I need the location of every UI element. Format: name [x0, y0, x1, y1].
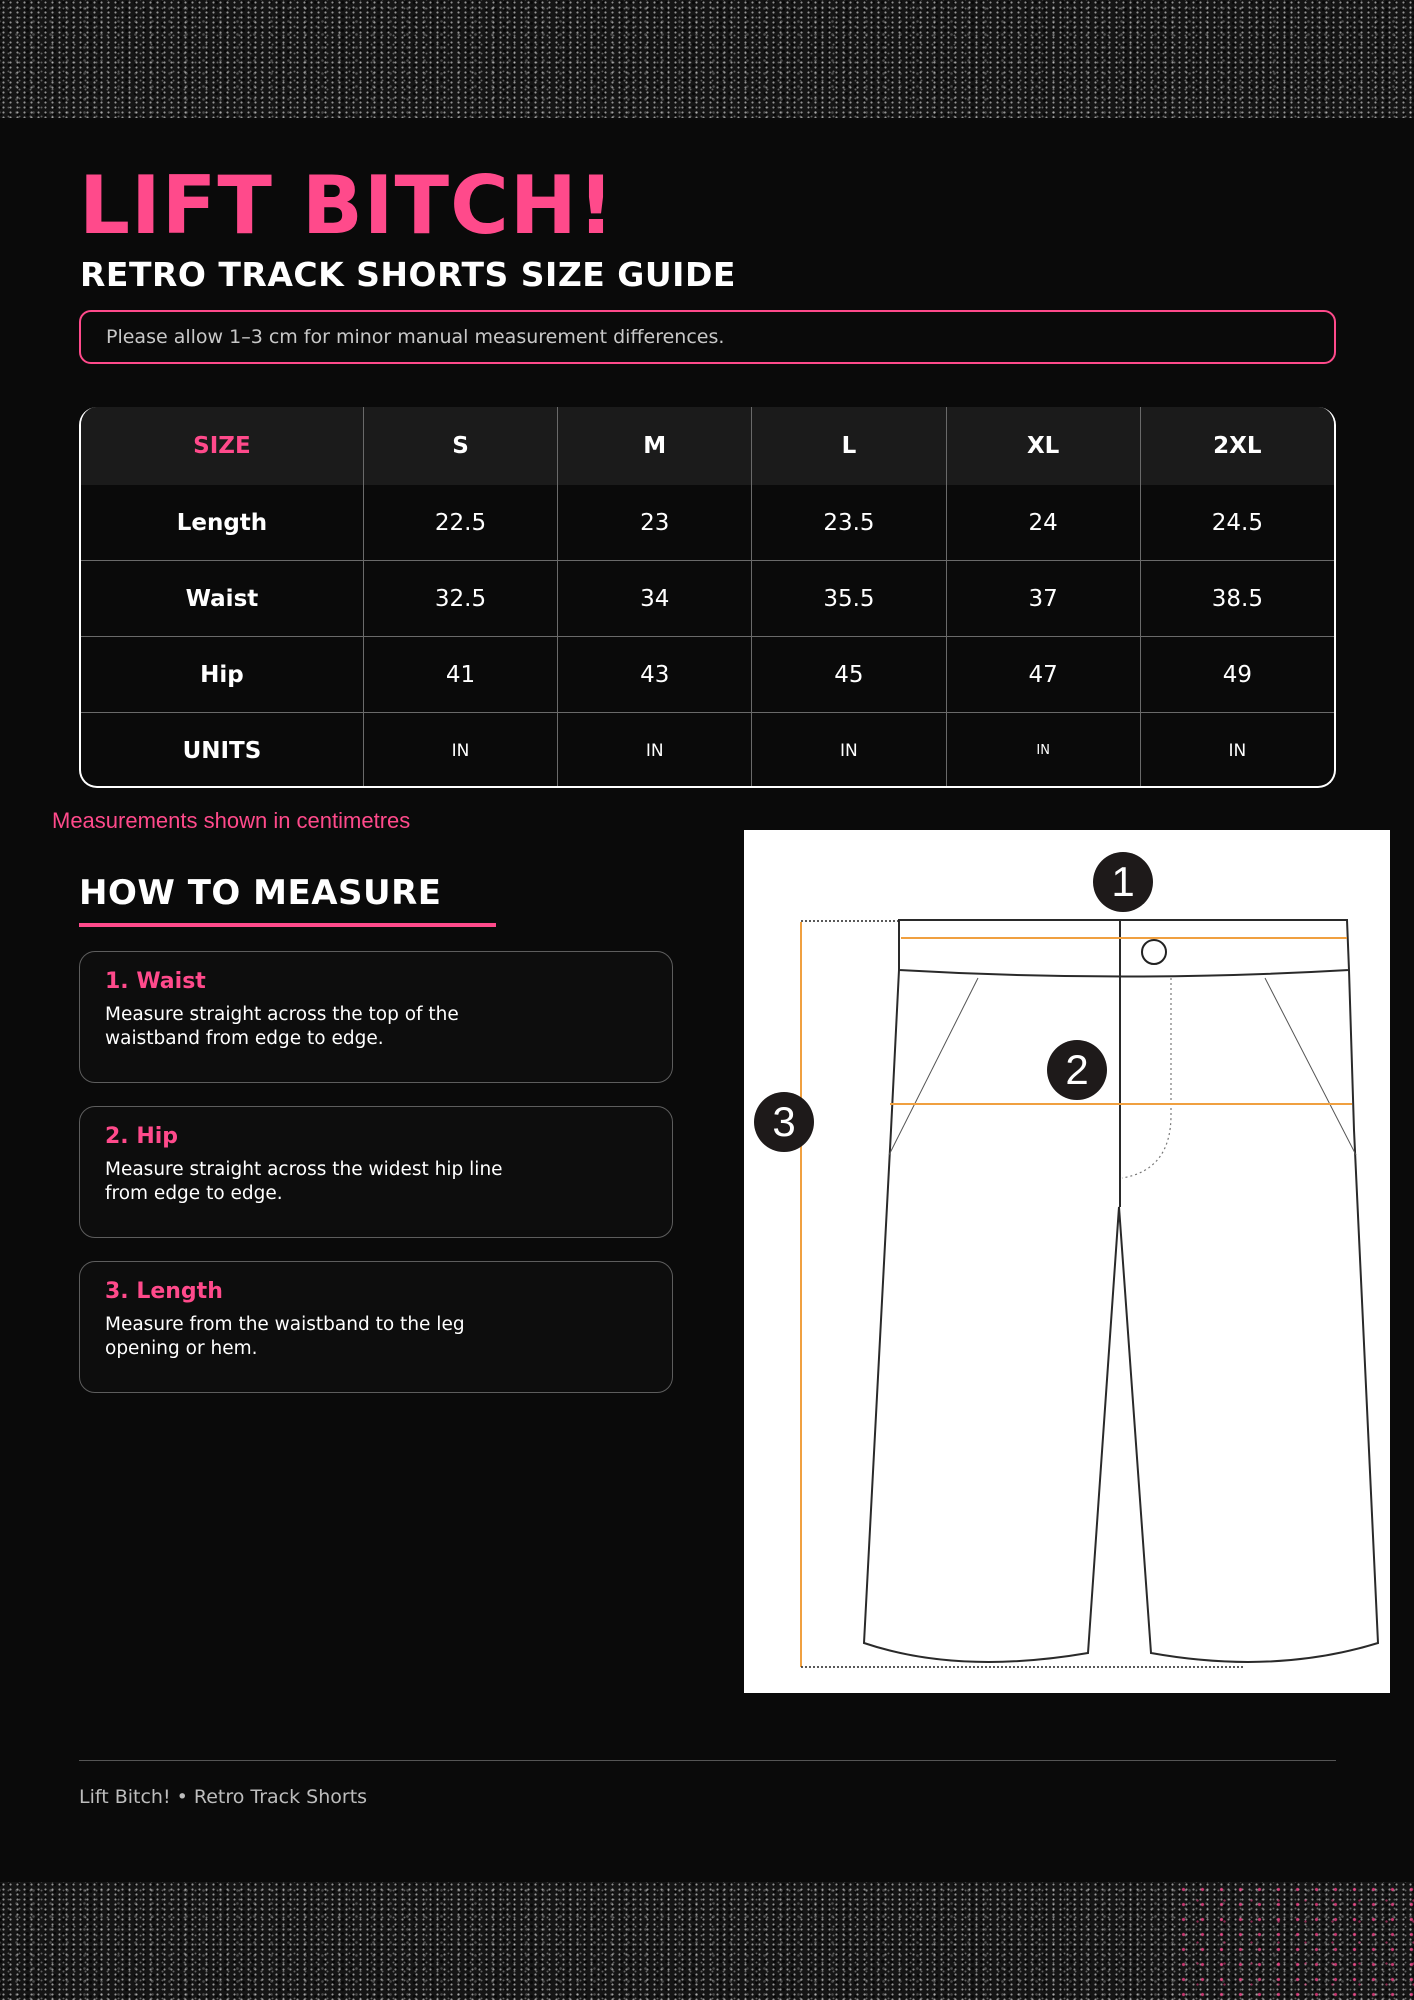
unit-cell: IN [558, 713, 752, 788]
table-cell: 23.5 [752, 485, 946, 560]
left-pocket-line [889, 978, 978, 1155]
table-row-units [81, 713, 1334, 788]
header-cell: S [364, 407, 558, 485]
table-cell: 34 [558, 561, 752, 636]
bottom-texture-band [0, 1882, 1414, 2000]
table-cell: 38.5 [1211, 585, 1263, 612]
step-title: 3. Length [105, 1279, 223, 1304]
unit-cell: IN [752, 713, 946, 788]
measurement-units-note: Measurements shown in centimetres [52, 808, 411, 833]
measurement-lines [801, 922, 1352, 1667]
unit-cell: IN [947, 713, 1141, 788]
unit-cell: IN [1228, 740, 1247, 761]
marker-3-label: 3 [772, 1098, 796, 1145]
header-cell: XL [947, 407, 1141, 485]
table-row-waist [81, 561, 1334, 637]
size-chart-table [79, 407, 1336, 788]
table-cell: 49 [1222, 661, 1252, 688]
row-label: Hip [81, 637, 364, 712]
row-label: Waist [81, 561, 364, 636]
button-icon [1142, 940, 1166, 964]
header-cell: L [752, 407, 946, 485]
row-label: Length [81, 485, 364, 560]
step-text: Measure from the waistband to the leg opening or hem. [105, 1314, 465, 1359]
table-cell: 24 [947, 485, 1141, 560]
marker-2-label: 2 [1065, 1046, 1089, 1093]
fly-stitch [1122, 978, 1171, 1178]
row-label: UNITS [81, 713, 364, 788]
unit-cell: IN [364, 713, 558, 788]
page-subtitle: RETRO TRACK SHORTS SIZE GUIDE [80, 255, 736, 294]
header-cell: M [558, 407, 752, 485]
table-cell: 37 [947, 561, 1141, 636]
footer-divider [79, 1760, 1336, 1761]
tolerance-notice [79, 310, 1336, 364]
waistband-outline [899, 920, 1349, 977]
step-card-hip [79, 1106, 673, 1238]
table-header-row [81, 407, 1334, 485]
shorts-diagram-svg [744, 830, 1390, 1693]
table-cell: 24.5 [1211, 509, 1263, 536]
table-cell: 32.5 [364, 561, 558, 636]
table-cell: 41 [364, 637, 558, 712]
marker-3-icon [754, 1092, 814, 1152]
marker-1-icon [1093, 852, 1153, 912]
header-cell: SIZE [81, 407, 364, 485]
right-pocket-line [1265, 978, 1356, 1155]
how-to-measure-heading: HOW TO MEASURE [79, 873, 442, 913]
tolerance-notice-text: Please allow 1–3 cm for minor manual measurement differences. [106, 326, 725, 348]
shorts-measurement-diagram [744, 830, 1390, 1693]
footer-caption: Lift Bitch! • Retro Track Shorts [79, 1786, 368, 1808]
table-row-length [81, 485, 1334, 561]
table-cell: 45 [752, 637, 946, 712]
step-text: Measure straight across the top of the waistband from edge to edge. [105, 1004, 459, 1049]
step-card-length [79, 1261, 673, 1393]
step-title: 1. Waist [105, 969, 206, 994]
table-cell: 47 [947, 637, 1141, 712]
shorts-outline [864, 920, 1378, 1662]
brand-title: LIFT BITCH! [79, 159, 616, 252]
top-texture-band [0, 0, 1414, 118]
table-cell: 23 [558, 485, 752, 560]
step-card-waist [79, 951, 673, 1083]
table-cell: 35.5 [752, 561, 946, 636]
step-text: Measure straight across the widest hip line from edge to edge. [105, 1159, 503, 1204]
step-title: 2. Hip [105, 1124, 179, 1149]
marker-1-label: 1 [1111, 858, 1135, 905]
length-guides [801, 921, 1244, 1667]
header-cell: 2XL [1213, 433, 1262, 459]
table-row-hip [81, 637, 1334, 713]
table-cell: 43 [558, 637, 752, 712]
marker-2-icon [1047, 1040, 1107, 1100]
table-cell: 22.5 [364, 485, 558, 560]
heading-underline [79, 923, 496, 927]
